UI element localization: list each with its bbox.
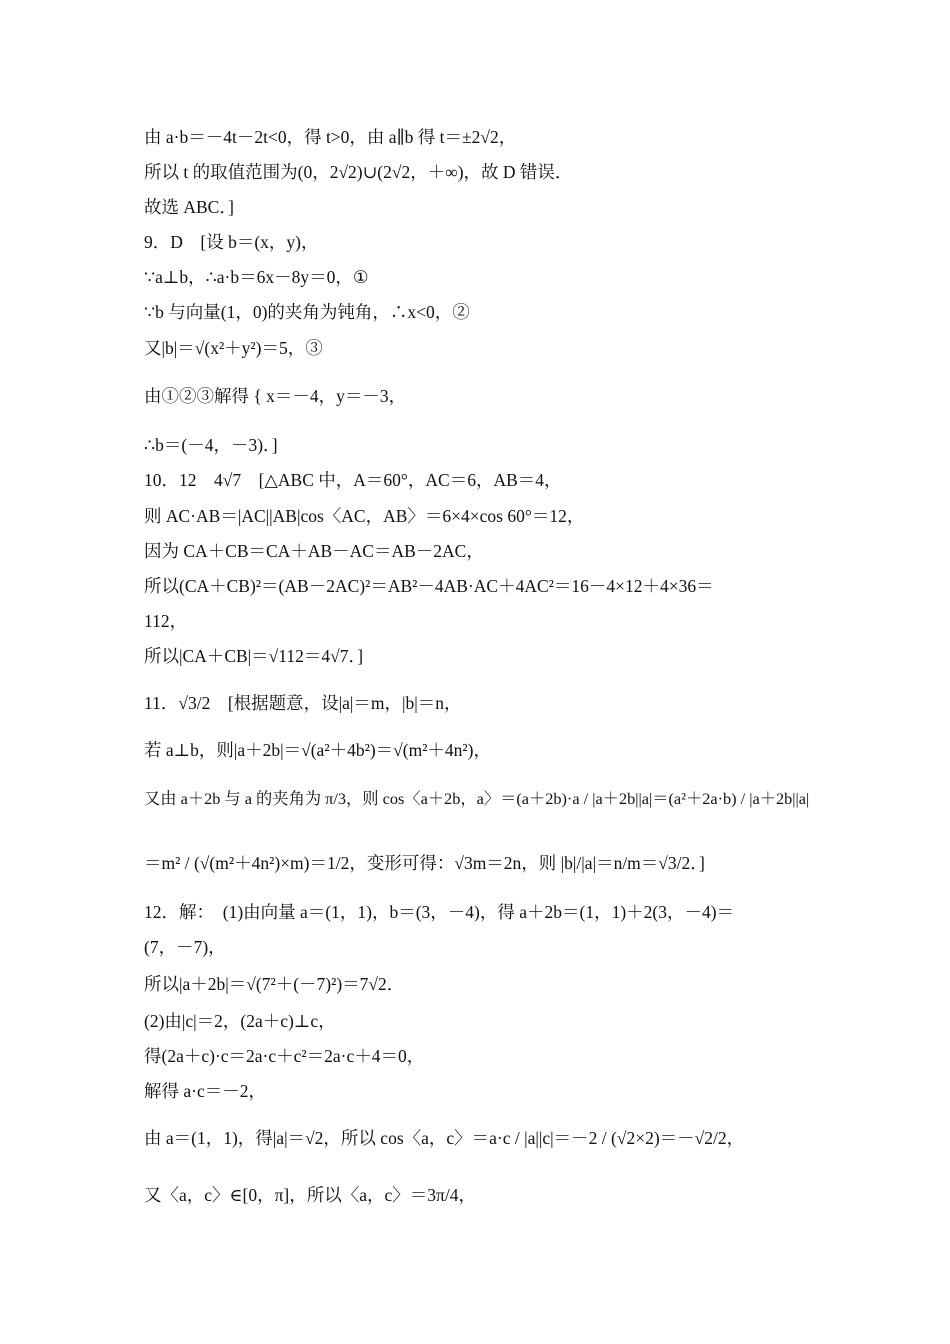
text-line-5: ∵a⊥b，∴a·b＝6x－8y＝0，① (144, 267, 369, 287)
text-line-17: 若 a⊥b，则|a＋2b|＝√(a²＋4b²)＝√(m²＋4n²)， (144, 740, 492, 760)
text-line-24: 得(2a＋c)·c＝2a·c＋c²＝2a·c＋4＝0， (144, 1046, 425, 1066)
text-line-19: ＝m² / (√(m²＋4n²)×m)＝1/2，变形可得：√3m＝2n，则 |b|/|a|＝n/m＝√3/2．] (144, 853, 705, 873)
text-line-7: 又|b|＝√(x²＋y²)＝5，③ (144, 338, 323, 358)
text-line-16: 11．√3/2 [根据题意，设|a|＝m，|b|＝n， (144, 693, 462, 713)
text-line-14: 112， (144, 611, 188, 631)
text-line-27: 又〈a，c〉∈[0，π]，所以〈a，c〉＝3π/4， (144, 1185, 476, 1205)
text-line-4: 9．D [设 b＝(x，y)， (144, 232, 319, 252)
text-line-26: 由 a＝(1，1)，得|a|＝√2，所以 cos〈a，c〉＝a·c / |a||c|＝－2 / (√2×2)＝－√2/2， (144, 1128, 745, 1148)
text-line-22: 所以|a＋2b|＝√(7²＋(－7)²)＝7√2． (144, 974, 405, 994)
text-line-25: 解得 a·c＝－2， (144, 1081, 266, 1101)
text-line-15: 所以|CA＋CB|＝√112＝4√7．] (144, 646, 364, 666)
text-line-13: 所以(CA＋CB)²＝(AB－2AC)²＝AB²－4AB·AC＋4AC²＝16－4×12＋4×36＝ (144, 576, 714, 596)
text-line-11: 则 AC·AB＝|AC||AB|cos〈AC，AB〉＝6×4×cos 60°＝12， (144, 506, 585, 526)
text-line-21: (7，－7)， (144, 937, 226, 957)
text-line-23: (2)由|c|＝2，(2a＋c)⊥c， (144, 1011, 336, 1031)
text-line-6: ∵b 与向量(1，0)的夹角为钝角，∴x<0，② (144, 302, 470, 322)
text-line-9: ∴b＝(－4，－3)．] (144, 435, 278, 455)
text-line-18: 又由 a＋2b 与 a 的夹角为 π/3，则 cos〈a＋2b，a〉＝(a＋2b)·a / |a＋2b||a|＝(a²＋2a·b) / |a＋2b||a| (144, 790, 810, 808)
text-line-3: 故选 ABC．] (144, 197, 234, 217)
text-line-12: 因为 CA＋CB＝CA＋AB－AC＝AB－2AC， (144, 541, 484, 561)
text-line-10: 10．12 4√7 [△ABC 中，A＝60°，AC＝6，AB＝4， (144, 470, 562, 490)
text-line-2: 所以 t 的取值范围为(0，2√2)∪(2√2，＋∞)，故 D 错误． (144, 162, 573, 182)
text-line-1: 由 a·b＝－4t－2t<0，得 t>0，由 a∥b 得 t＝±2√2， (144, 127, 517, 147)
text-line-20: 12．解： (1)由向量 a＝(1，1)，b＝(3，－4)，得 a＋2b＝(1，1)＋2(3，－4)＝ (144, 902, 735, 922)
text-line-8: 由①②③解得 { x＝－4，y＝－3， (144, 386, 407, 406)
